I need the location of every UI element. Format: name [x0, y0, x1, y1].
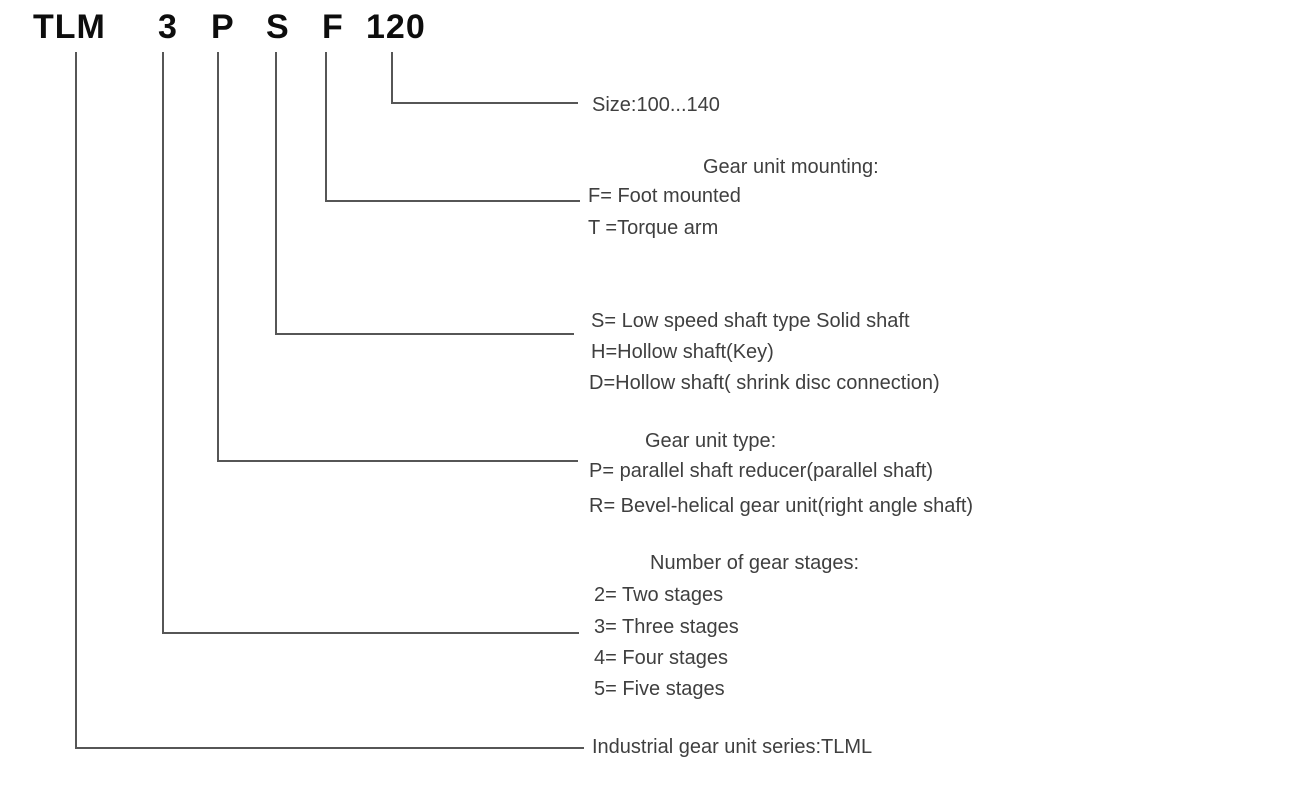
label-type-parallel-shaft: P= parallel shaft reducer(parallel shaft)	[589, 460, 934, 482]
connector-hline-size	[391, 102, 578, 104]
label-stages-two: 2= Two stages	[594, 584, 724, 606]
label-stages-five: 5= Five stages	[594, 678, 725, 700]
code-segment-series: TLM	[33, 8, 106, 46]
label-stages-three: 3= Three stages	[594, 616, 739, 638]
connector-hline-stages	[162, 632, 579, 634]
connector-vline-series	[75, 52, 77, 749]
label-shaft-hollow-key: H=Hollow shaft(Key)	[591, 341, 774, 363]
connector-vline-stages	[162, 52, 164, 634]
label-shaft-shrink-disc: D=Hollow shaft( shrink disc connection)	[589, 372, 940, 394]
connector-hline-series	[75, 747, 584, 749]
code-segment-stages: 3	[158, 8, 178, 46]
label-mounting-torque-arm: T =Torque arm	[588, 217, 719, 239]
connector-vline-size	[391, 52, 393, 104]
header-gear-unit-mounting: Gear unit mounting:	[703, 156, 879, 178]
label-stages-four: 4= Four stages	[594, 647, 728, 669]
code-segment-mount: F	[322, 8, 344, 46]
label-series: Industrial gear unit series:TLML	[592, 736, 873, 758]
header-number-of-gear-stages: Number of gear stages:	[650, 552, 859, 574]
connector-vline-mounting	[325, 52, 327, 202]
label-mounting-foot: F= Foot mounted	[588, 185, 741, 207]
connector-hline-mounting	[325, 200, 580, 202]
code-segment-type: P	[211, 8, 235, 46]
label-shaft-solid: S= Low speed shaft type Solid shaft	[591, 310, 910, 332]
connector-hline-shaft-type	[275, 333, 574, 335]
label-size: Size:100...140	[592, 94, 720, 116]
code-segment-shaft: S	[266, 8, 290, 46]
connector-hline-gear-type	[217, 460, 578, 462]
label-type-bevel-helical: R= Bevel-helical gear unit(right angle shaft)	[589, 495, 974, 517]
header-gear-unit-type: Gear unit type:	[645, 430, 777, 452]
connector-vline-gear-type	[217, 52, 219, 462]
connector-vline-shaft-type	[275, 52, 277, 335]
code-segment-size: 120	[366, 8, 426, 46]
